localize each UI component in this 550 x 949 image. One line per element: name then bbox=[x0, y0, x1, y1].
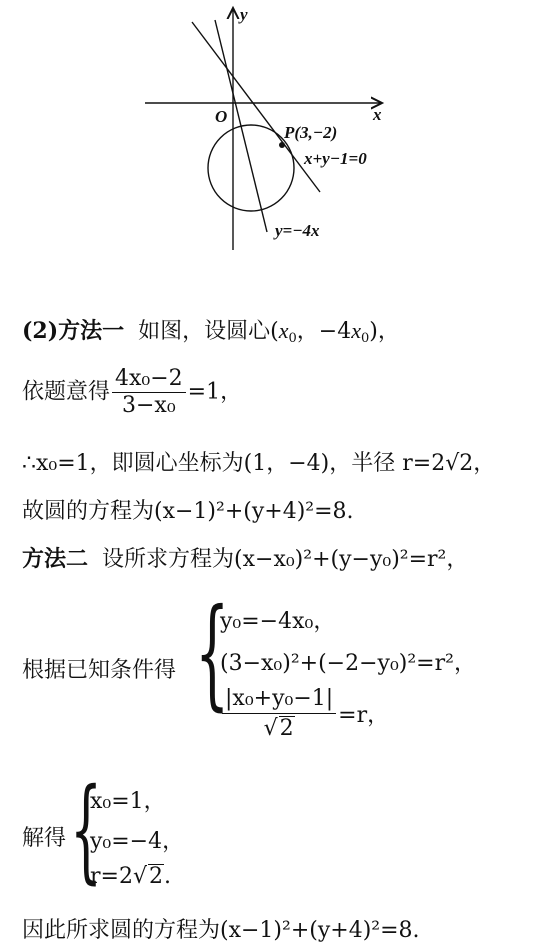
point-p bbox=[279, 142, 285, 148]
figure-svg bbox=[120, 0, 410, 260]
sqrt-symbol-2: √ bbox=[132, 864, 147, 889]
line2-label: y=−4x bbox=[275, 221, 320, 240]
distance-denominator bbox=[222, 714, 336, 741]
method1-text: 如图，设圆心( bbox=[138, 319, 279, 344]
method2-text: 设所求方程为(x−x₀)²+(y−y₀)²=r²， bbox=[102, 547, 469, 572]
method1-title: 方法一 bbox=[58, 318, 125, 344]
method2-heading bbox=[22, 548, 468, 571]
part-number: (2) bbox=[22, 318, 59, 344]
fraction-denominator: 3−x₀ bbox=[122, 393, 176, 418]
solve-label: 解得 bbox=[22, 826, 67, 851]
system-brace-1: { bbox=[195, 584, 230, 723]
sqrt-symbol: √ bbox=[263, 716, 278, 741]
method1-result: ∴x₀=1，即圆心坐标为(1，−4)，半径 r=2√2， bbox=[22, 451, 496, 476]
system-eq2: (3−x₀)²+(−2−y₀)²=r²， bbox=[220, 651, 476, 676]
origin-label: O bbox=[215, 107, 228, 126]
system-eq1: y₀=−4x₀， bbox=[220, 609, 336, 634]
x0-var: x bbox=[278, 318, 289, 343]
system-eq3 bbox=[220, 686, 389, 741]
solution-3 bbox=[90, 864, 171, 889]
distance-numerator: |x₀+y₀−1| bbox=[222, 686, 336, 714]
condition-fraction bbox=[112, 368, 186, 417]
condition-tail: =1， bbox=[187, 379, 243, 405]
x0-sub: 0 bbox=[288, 331, 297, 346]
solution-3-prefix: r=2 bbox=[90, 864, 133, 889]
line1-label: x+y−1=0 bbox=[304, 149, 367, 168]
x0-var-2: x bbox=[351, 318, 361, 343]
conditions-label: 根据已知条件得 bbox=[22, 658, 177, 683]
coordinate-figure bbox=[120, 0, 410, 260]
tangent-line bbox=[192, 22, 320, 192]
conclusion: 因此所求圆的方程为(x−1)²+(y+4)²=8. bbox=[22, 918, 420, 943]
system-eq3-tail: =r， bbox=[338, 703, 390, 729]
point-p-label: P(3,−2) bbox=[284, 123, 338, 142]
solution-3-radicand: 2 bbox=[148, 864, 163, 889]
method1-condition bbox=[22, 368, 242, 417]
method1-final: 故圆的方程为(x−1)²+(y+4)²=8. bbox=[22, 499, 354, 524]
solution-2: y₀=−4， bbox=[90, 829, 185, 854]
distance-fraction bbox=[222, 686, 336, 741]
axis-y-label: y bbox=[240, 5, 248, 24]
solution-1: x₀=1， bbox=[90, 789, 166, 814]
sqrt-radicand: 2 bbox=[279, 716, 294, 741]
method1-tail: )， bbox=[369, 319, 400, 344]
fraction-numerator: 4x₀−2 bbox=[112, 368, 186, 393]
axis-x-label: x bbox=[373, 105, 382, 124]
method1-heading bbox=[22, 320, 400, 345]
condition-label: 依题意得 bbox=[22, 379, 111, 405]
solution-3-tail: . bbox=[163, 864, 171, 889]
system-brace-2: { bbox=[70, 765, 103, 895]
x0-sub-2: 0 bbox=[361, 331, 370, 346]
method2-title: 方法二 bbox=[22, 546, 89, 572]
method1-mid: ，−4 bbox=[296, 319, 352, 344]
